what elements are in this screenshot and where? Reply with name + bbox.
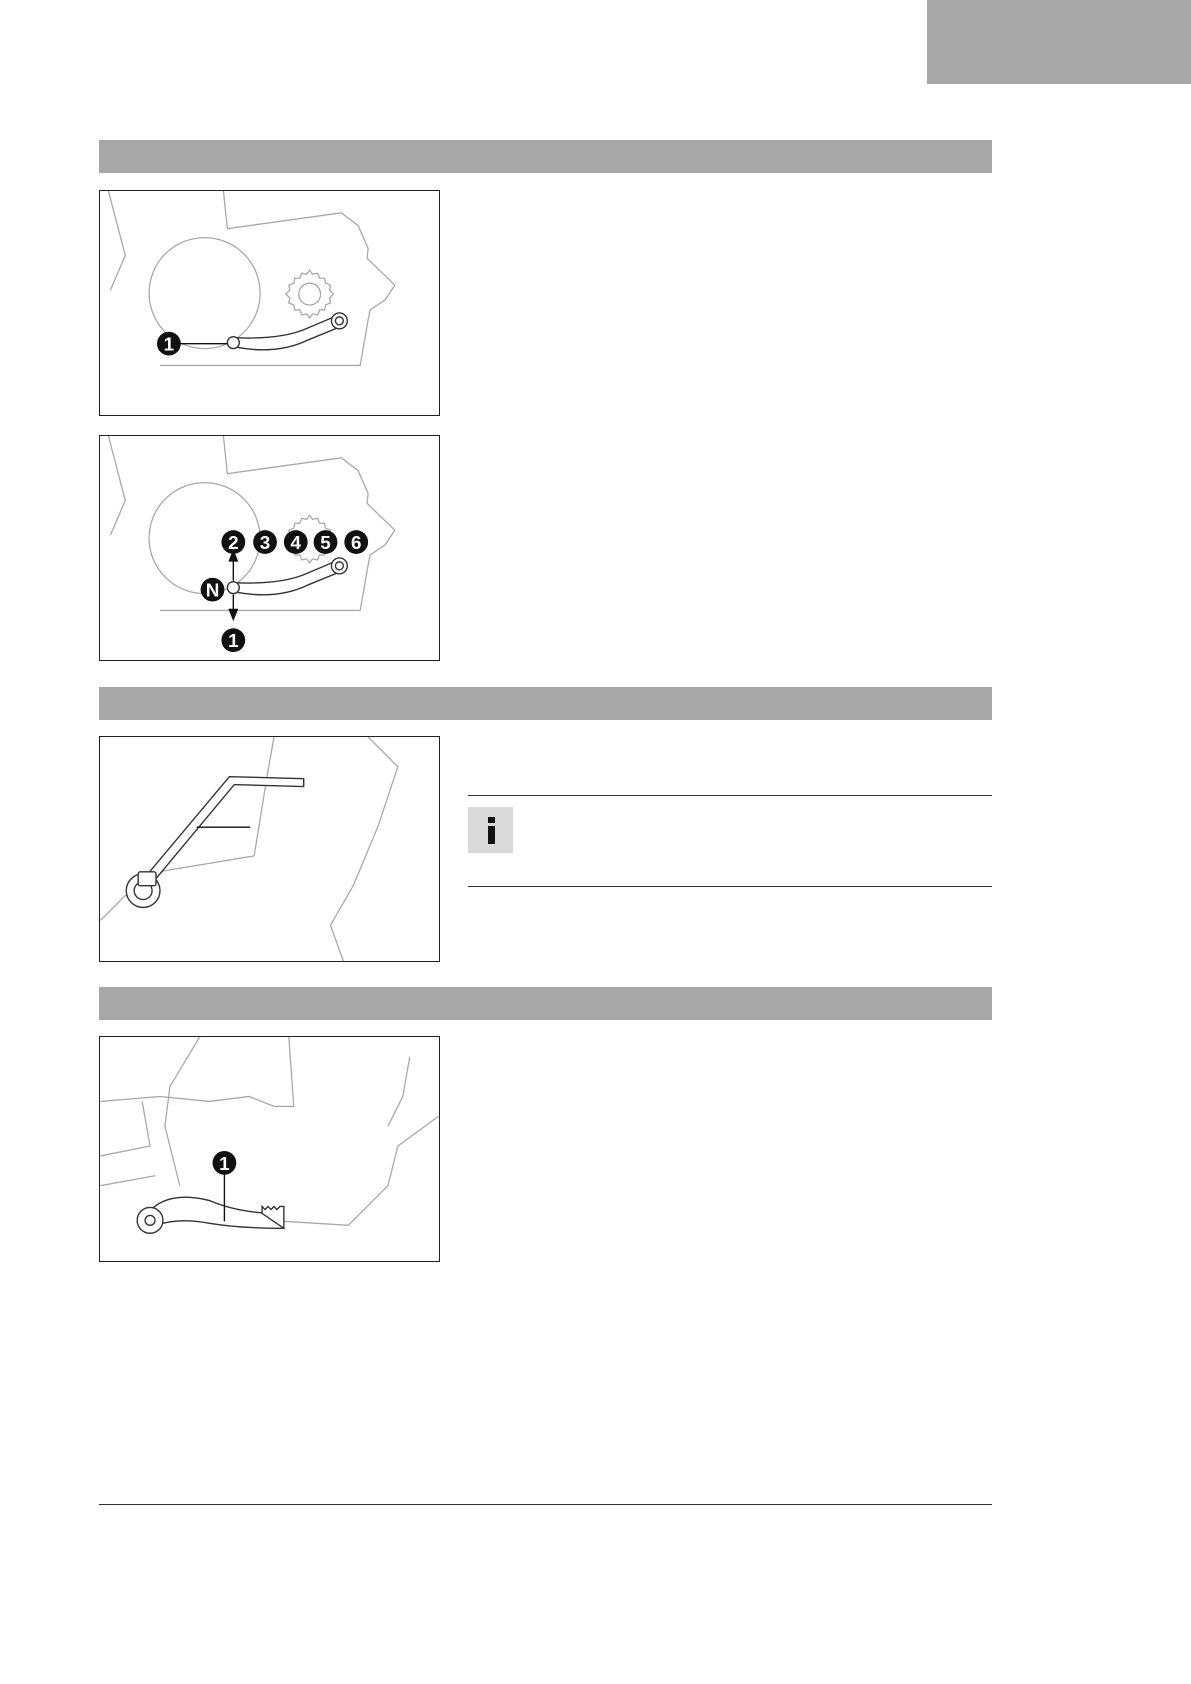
figure-kick-starter (99, 736, 440, 962)
chapter-tab (927, 0, 1191, 84)
section-header-bar-2 (99, 687, 992, 720)
brake-lever-illustration (100, 1037, 439, 1261)
gear-label-4: 4 (290, 531, 302, 553)
shift-pattern-illustration (100, 436, 439, 660)
callout-label: 1 (163, 333, 175, 355)
figure-foot-brake-lever (99, 1036, 440, 1262)
figure-shift-lever-position (99, 190, 440, 416)
figure-gear-shift-pattern (99, 435, 440, 661)
info-icon (468, 807, 513, 853)
note-top-rule (468, 795, 992, 796)
section-header-bar-1 (99, 140, 992, 173)
gear-label-2: 2 (228, 531, 239, 553)
info-glyph (468, 807, 513, 853)
note-bottom-rule (468, 886, 992, 887)
shift-lever-illustration (100, 191, 439, 415)
callout-label: 1 (219, 1152, 230, 1174)
gear-label-neutral: N (205, 579, 220, 601)
gear-label-3: 3 (259, 531, 271, 553)
gear-label-1: 1 (228, 630, 239, 652)
section-header-bar-3 (99, 987, 992, 1020)
footer-rule (99, 1504, 992, 1505)
gear-label-5: 5 (320, 531, 331, 553)
kick-starter-illustration (100, 737, 439, 961)
gear-label-6: 6 (350, 531, 362, 553)
